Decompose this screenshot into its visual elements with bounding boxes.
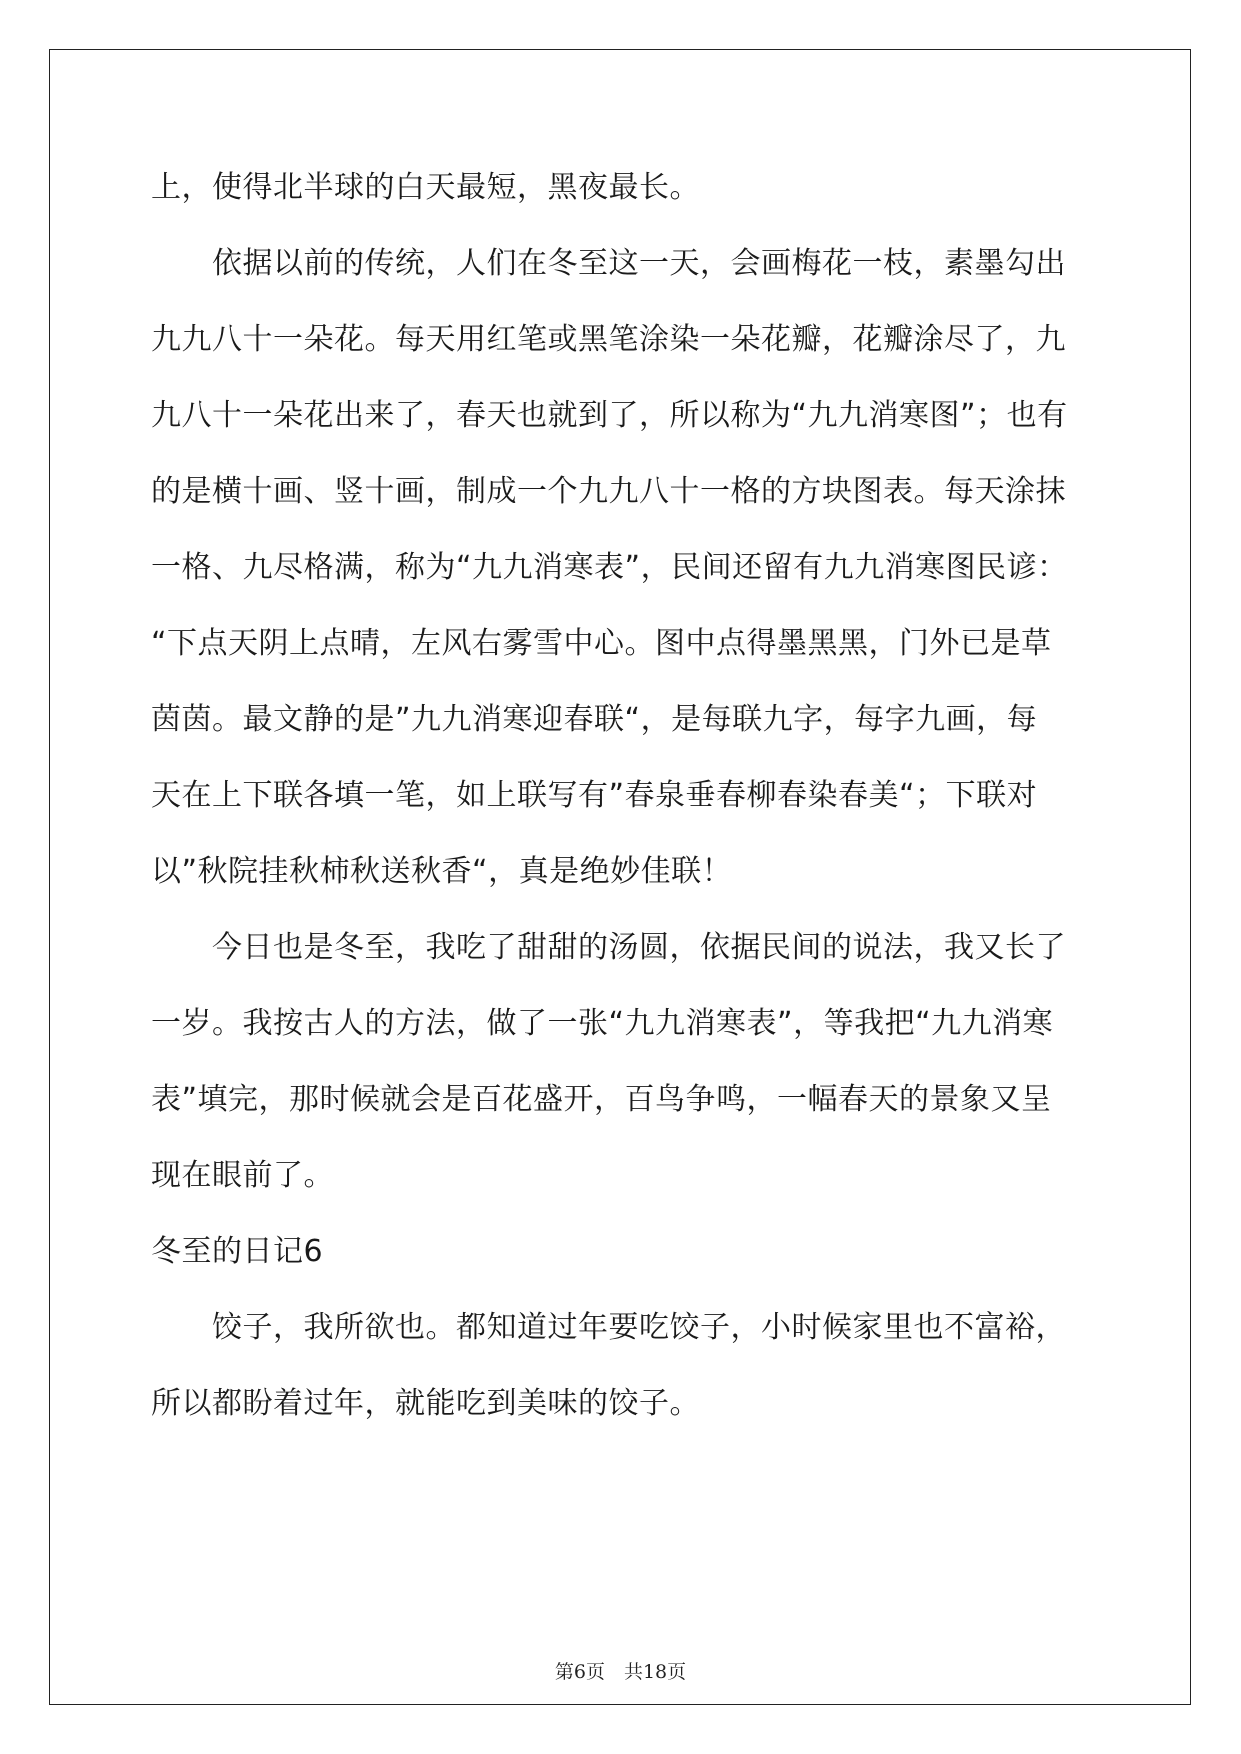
text-line: 上，使得北半球的白天最短，黑夜最长。: [151, 170, 700, 205]
text-line: 的是横十画、竖十画，制成一个九九八十一格的方块图表。每天涂抹: [151, 474, 1066, 509]
text-line: 饺子，我所欲也。都知道过年要吃饺子，小时候家里也不富裕，: [151, 1310, 1066, 1345]
section-heading: 冬至的日记6: [151, 1234, 324, 1269]
text-line: 依据以前的传统，人们在冬至这一天，会画梅花一枝，素墨勾出: [151, 246, 1066, 281]
text-line: 今日也是冬至，我吃了甜甜的汤圆，依据民间的说法，我又长了: [151, 930, 1066, 965]
text-line: 现在眼前了。: [151, 1158, 334, 1193]
text-line: 一格、九尽格满，称为“九九消寒表”，民间还留有九九消寒图民谚：: [151, 550, 1068, 585]
text-line: “下点天阴上点晴，左风右雾雪中心。图中点得墨黑黑，门外已是草: [151, 626, 1052, 661]
page-number-footer: 第6页 共18页: [554, 1661, 687, 1683]
text-line: 九八十一朵花出来了，春天也就到了，所以称为“九九消寒图”；也有: [151, 398, 1068, 433]
text-line: 九九八十一朵花。每天用红笔或黑笔涂染一朵花瓣，花瓣涂尽了，九: [151, 322, 1066, 357]
text-line: 天在上下联各填一笔，如上联写有”春泉垂春柳春染春美“；下联对: [151, 778, 1038, 813]
text-line: 一岁。我按古人的方法，做了一张“九九消寒表”，等我把“九九消寒: [151, 1006, 1054, 1041]
text-line: 表”填完，那时候就会是百花盛开，百鸟争鸣，一幅春天的景象又呈: [151, 1082, 1052, 1117]
text-line: 茵茵。最文静的是”九九消寒迎春联“，是每联九字，每字九画，每: [151, 702, 1038, 737]
text-line: 以”秋院挂秋柿秋送秋香“，真是绝妙佳联！: [151, 854, 733, 889]
text-line: 所以都盼着过年，就能吃到美味的饺子。: [151, 1386, 700, 1421]
